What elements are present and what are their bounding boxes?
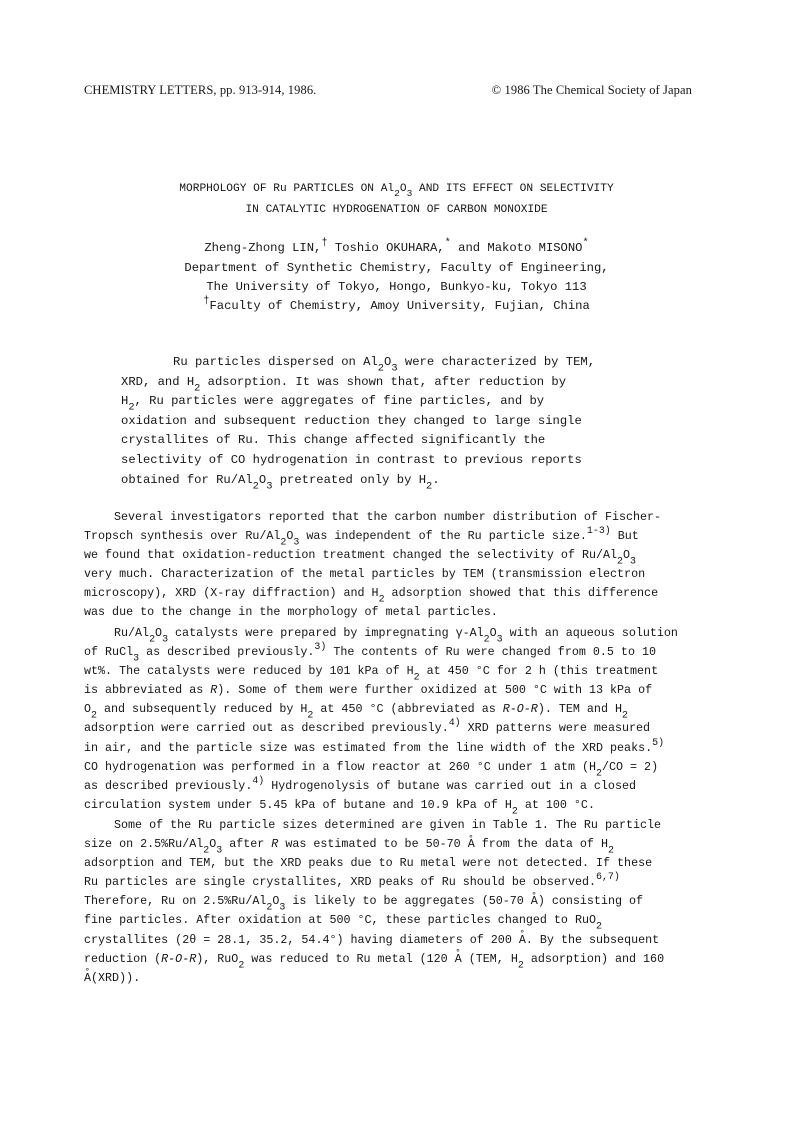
abstract: Ru particles dispersed on $Al_2O_3$ were characterized by TEM, XRD, and $H_2$ adsorption. It was shown that, after reduction by $H_2$, Ru particles were aggregates of fine particles, and by oxidation and subsequent reduction they changed to large single crystallites of Ru. This change affected significantly the selectivity of CO hydrogenation in contrast to previous reports obtained for $Ru/Al_2O_3$ pretreated only by $H_2$. [121,355,596,493]
copyright-notice: © 1986 The Chemical Society of Japan [491,83,692,97]
angstrom-symbol: ° A [519,931,526,950]
author-list: Zheng-Zhong LIN,† Toshio OKUHARA,* and Makoto MISONO* [204,236,589,255]
angstrom-symbol: ° A [531,892,538,911]
angstrom-symbol: ° A [84,969,91,988]
paragraph-3: Some of the Ru particle sizes determined are given in Table 1. The Ru particle size on $2.5\%Ru/Al_2O_3$ after R was estimated to be 50-70 ° A from the data of $H_2$ adsorption and TEM, but the XRD peaks due to Ru metal were not detected. If these Ru particles are single crystallites, XRD peaks of Ru should be observed.$^{6,7)}$ Therefore, Ru on $2.5\%Ru/Al_2O_3$ is likely to be aggregates (50-70 ° A) consisting of fine particles. After oxidation at 500 °C, these particles changed to RuO$_2$ crystallites (2θ = 28.1, 35.2, 54.4°) having diameters of 200 ° A. By the subsequent reduction (R-O-R), RuO$_2$ was reduced to Ru metal (120 ° A (TEM, $H_2$ adsorption) and 160 ° A(XRD)). [84,816,714,988]
affiliation-1: Department of Synthetic Chemistry, Faculty of Engineering, [184,261,609,275]
angstrom-symbol: ° A [468,835,475,854]
affiliation-3: †Faculty of Chemistry, Amoy University, Fujian, China [203,294,590,313]
affiliation-2: The University of Tokyo, Hongo, Bunkyo-ku, Tokyo 113 [206,280,587,294]
angstrom-symbol: ° A [455,950,462,969]
paragraph-1: Several investigators reported that the carbon number distribution of Fischer- Tropsch synthesis over $Ru/Al_2O_3$ was independent of the Ru particle size.$^{1-3)}$ But we found that oxidation-reduction treatment changed the selectivity of $Ru/Al_2O_3$ very much. Characterization of the metal particles by TEM (transmission electron microscopy), XRD (X-ray diffraction) and $H_2$ adsorption showed that this difference was due to the change in the morphology of metal particles. [84,510,662,620]
paper-title-line-1: MORPHOLOGY OF Ru PARTICLES ON $Al_2O_3$ AND ITS EFFECT ON SELECTIVITY [179,183,614,200]
journal-citation: CHEMISTRY LETTERS, pp. 913-914, 1986. [84,83,317,97]
paragraph-2: $Ru/Al_2O_3$ catalysts were prepared by impregnating $\gamma-Al_2O_3$ with an aqueous solution of RuCl$_3$ as described previously.$^{3)}$ The contents of Ru were changed from 0.5 to 10 wt%. The catalysts were reduced by 101 kPa of $H_2$ at 450 °C for 2 h (this treatment is abbreviated as R). Some of them were further oxidized at 500 °C with 13 kPa of $O_2$ and subsequently reduced by $H_2$ at 450 °C (abbreviated as R-O-R). TEM and $H_2$ adsorption were carried out as described previously.$^{4)}$ XRD patterns were measured in air, and the particle size was estimated from the line width of the XRD peaks.$^{5)}$ CO hydrogenation was performed in a flow reactor at 260 °C under 1 atm $(H_2/CO = 2)$ as described previously.$^{4)}$ Hydrogenolysis of butane was carried out in a closed circulation system under 5.45 kPa of butane and 10.9 kPa of $H_2$ at 100 °C. [84,626,678,817]
paper-title-line-2: IN CATALYTIC HYDROGENATION OF CARBON MONOXIDE [245,204,548,216]
